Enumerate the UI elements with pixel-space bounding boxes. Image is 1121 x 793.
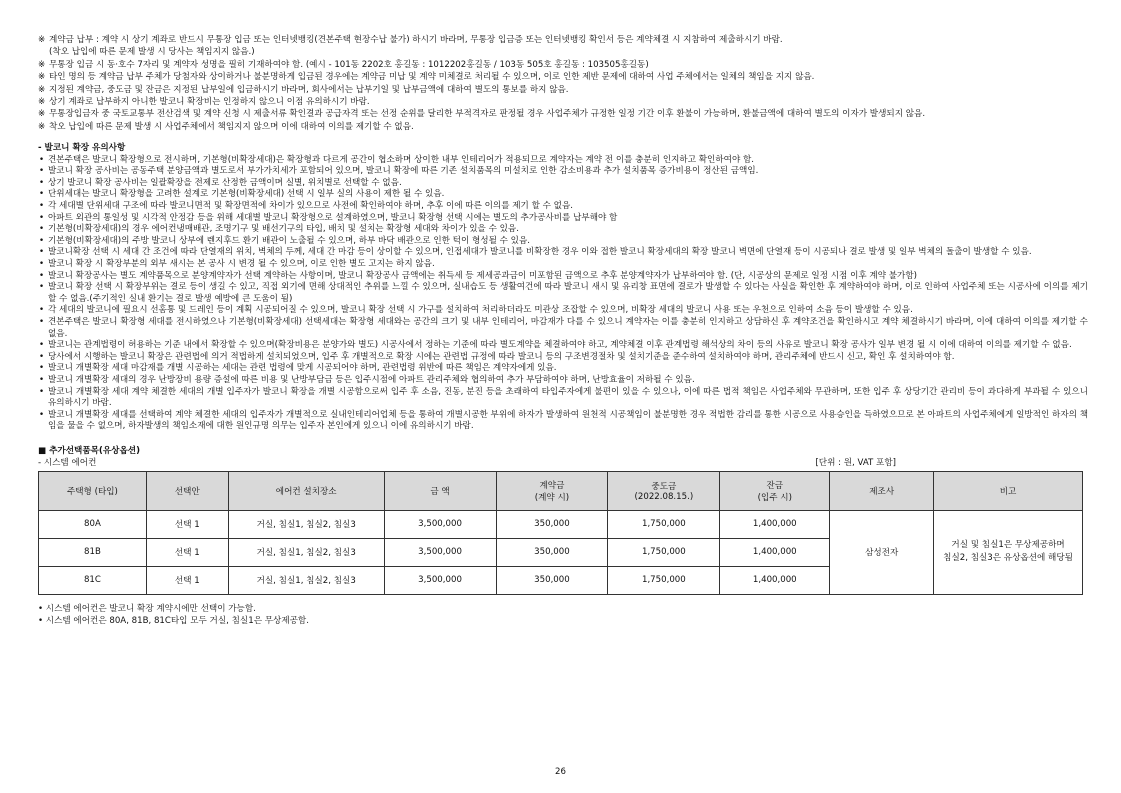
list-item xyxy=(38,213,1088,225)
payment-notes xyxy=(38,34,1088,133)
table-cell-choice: 선택 1 xyxy=(146,510,228,538)
bullet-dot-icon: • xyxy=(39,282,45,293)
unit-label: [단위 : 원, VAT 포함] xyxy=(815,457,896,468)
options-subheading-row xyxy=(38,457,896,469)
list-item xyxy=(38,178,1088,190)
bullet-dot-icon: • xyxy=(39,409,45,420)
options-subheading: - 시스템 에어컨 xyxy=(38,457,97,468)
list-item xyxy=(38,387,1088,410)
bullet-dot-icon: • xyxy=(39,259,45,269)
reference-mark-icon: ※ xyxy=(38,84,46,95)
table-cell-deposit: 350,000 xyxy=(496,510,608,538)
balcony-notes-list xyxy=(38,155,1088,433)
table-cell-type: 80A xyxy=(39,510,147,538)
table-cell-place: 거실, 침실1, 침실2, 침실3 xyxy=(228,538,384,566)
table-cell-middle: 1,750,000 xyxy=(608,566,720,594)
payment-note xyxy=(38,121,1088,133)
note-text: 타인 명의 등 계약금 납부 주체가 당첨자와 상이하거나 불분명하게 입금된 경우에는 계약금 미납 및 계약 미체결로 처리될 수 있으며, 이로 인한 제반 문제에 대하여 사업 주체에서는 일체의 책임을 지지 않음. xyxy=(49,72,815,83)
bullet-dot-icon: • xyxy=(39,201,45,212)
reference-mark-icon: ※ xyxy=(38,35,46,45)
document-page xyxy=(38,34,1088,628)
column-header: 금 액 xyxy=(384,471,496,510)
list-item xyxy=(38,410,1088,433)
note-text: 상기 계좌로 납부하지 아니한 발코니 확장비는 인정하지 않으니 이점 유의하시기 바람. xyxy=(49,97,370,108)
note-text: 계약금 납부 : 계약 시 상기 계좌로 반드시 무통장 입금 또는 인터넷뱅킹(견본주택 현장수납 불가) 하시기 바라며, 무통장 입금증 또는 인터넷뱅킹 확인서 등은 계약체결 시 지참하여 제출하시기 바람. xyxy=(49,35,783,45)
bullet-dot-icon: • xyxy=(39,305,45,316)
list-item-text: 발코니 개별확장 세대의 경우 난방장비 용량 증설에 따른 비용 및 난방부담금 등은 입주시점에 아파트 관리주체와 협의하여 추가 부담하여야 하며, 난방효율이 저하될 수 있음. xyxy=(48,374,695,385)
list-item-text: 발코니 확장공사는 별도 계약품목으로 분양계약자가 선택 계약하는 사항이며, 발코니 확장공사 금액에는 취득세 등 제세공과금이 미포함된 금액으로 추후 분양계약자가 납부하여야 함. (단, 시공상의 문제로 일정 시점 이후 계약 불가함) xyxy=(48,270,918,281)
column-header: 잔금 (입주 시) xyxy=(720,471,830,510)
list-item xyxy=(38,224,1088,236)
column-header: 비고 xyxy=(934,471,1083,510)
column-header: 선택안 xyxy=(146,471,228,510)
list-item-text: 발코니 개별확장 세대 마감재를 개별 시공하는 세대는 관련 법령에 맞게 시공되어야 하며, 관련법령 위반에 따른 책임은 계약자에게 있음. xyxy=(48,363,557,374)
bullet-dot-icon: • xyxy=(39,316,45,327)
page-number: 26 xyxy=(555,767,566,777)
note-text: 무통장입금자 중 국토교통부 전산검색 및 계약 신청 시 제출서류 확인결과 공급자격 또는 선정 순위를 달리한 부적격자로 판정될 경우 사업주체가 규정한 일정 기간 이후 환불이 가능하며, 환불금액에 대하여 별도의 이자가 발생되지 않음. xyxy=(49,109,926,120)
bullet-dot-icon: • xyxy=(39,270,45,281)
table-cell-choice: 선택 1 xyxy=(146,538,228,566)
aircon-options-table xyxy=(38,471,1083,595)
bullet-dot-icon: • xyxy=(39,374,45,385)
table-cell-amount: 3,500,000 xyxy=(384,538,496,566)
table-header-row xyxy=(39,471,1083,510)
table-cell-place: 거실, 침실1, 침실2, 침실3 xyxy=(228,566,384,594)
bullet-dot-icon: • xyxy=(39,363,45,374)
options-heading xyxy=(38,445,1088,457)
list-item xyxy=(38,189,1088,201)
list-item-text: 각 세대의 발코니에 필요시 선홈통 및 드레인 등이 계획 시공되어질 수 있으며, 발코니 확장 선택 시 가구를 설치하여 처리하더라도 미관상 조잡할 수 있으며, 비확장 세대의 발코니 사용 또는 우천으로 인하여 소음 등이 발생할 수 있음. xyxy=(48,305,913,316)
reference-mark-icon: ※ xyxy=(38,59,46,70)
list-item xyxy=(38,236,1088,248)
list-item-text: 발코니 확장 공사비는 공동주택 분양금액과 별도로서 부가가치세가 포함되어 있으며, 발코니 확장에 따른 기존 설치품목의 미설치로 인한 감소비용과 추가 설치품목 증가비용이 정산된 금액임. xyxy=(48,166,759,177)
list-item-text: 기본형(비확장세대)의 주방 발코니 상부에 렌지후드 환기 배관이 노출될 수 있으며, 하부 바닥 배관으로 인한 턱이 형성될 수 있음. xyxy=(48,235,530,246)
payment-note xyxy=(38,96,1088,108)
list-item-text: 각 세대별 단위세대 구조에 따라 발코니면적 및 확장면적에 차이가 있으므로 사전에 확인하여야 하며, 추후 이에 따른 이의를 제기 할 수 없음. xyxy=(48,201,573,212)
bullet-dot-icon: • xyxy=(39,224,45,235)
list-item xyxy=(38,305,1088,317)
payment-note xyxy=(38,108,1088,120)
list-item xyxy=(38,247,1088,259)
list-item-text: 단위세대는 발코니 확장형을 고려한 설계로 기본형(비확장세대) 선택 시 일부 실의 사용이 제한 될 수 있음. xyxy=(48,189,445,200)
list-item xyxy=(38,363,1088,375)
bullet-dot-icon: • xyxy=(39,351,45,362)
column-header: 에어컨 설치장소 xyxy=(228,471,384,510)
list-item-text: 기본형(비확장세대)의 경우 에어컨냉매배관, 조명기구 및 배선기구의 타입, 배치 및 설치는 확장형 세대와 차이가 있을 수 있음. xyxy=(48,224,519,235)
options-footnotes xyxy=(38,603,1088,628)
list-item xyxy=(38,375,1088,387)
list-item-text: 견본주택은 발코니 확장형 세대를 전시하였으나 기본형(비확장세대) 선택세대는 확장형 세대와는 공간의 크기 및 내부 인테리어, 마감재가 다를 수 있으니 계약자는 이를 충분히 인지하고 상담하신 후 계약조건을 확인하시고 계약 체결하시기 바라며, 이에 대하여 이의를 제기할 수 없음. xyxy=(48,316,1088,339)
reference-mark-icon: ※ xyxy=(38,72,46,83)
reference-mark-icon: ※ xyxy=(38,121,46,132)
list-item xyxy=(38,155,1088,167)
bullet-dot-icon: • xyxy=(39,247,45,258)
list-item-text: 아파트 외관의 통일성 및 시각적 안정감 등을 위해 세대별 발코니 확장형으로 설계하였으며, 발코니 확장형 선택 시에는 별도의 추가공사비를 납부해야 함 xyxy=(48,212,618,223)
payment-note xyxy=(38,46,1088,58)
list-item xyxy=(38,201,1088,213)
list-item-text: 발코니 확장 선택 시 확장부위는 결로 등이 생길 수 있고, 직접 외기에 면해 상대적인 추위를 느낄 수 있으며, 실내습도 등 생활여건에 따라 발코니 새시 및 유리창 표면에 결로가 발생할 수 있다는 사실을 확인한 후 계약하여야 하며, 이로 인하여 사업주체 또는 시공사에 이의를 제기할 수 없음.(주기적인 실내 환기는 결로 발생 예방에 큰 도움이 됨) xyxy=(48,282,1088,304)
payment-note xyxy=(38,34,1088,46)
list-item-text: 당사에서 시행하는 발코니 확장은 관련법에 의거 적법하게 설치되었으며, 입주 후 개별적으로 확장 시에는 관련법 규정에 따라 발코니 등의 구조변경절차 및 설치기준을 준수하여 설치하여야 하며, 관리주체에 반드시 신고, 확인 후 설치하여야 함. xyxy=(48,351,955,362)
square-bullet-icon: ■ xyxy=(38,445,47,456)
table-cell-place: 거실, 침실1, 침실2, 침실3 xyxy=(228,510,384,538)
note-text: (착오 납입에 따른 문제 발생 시 당사는 책임지지 않음.) xyxy=(49,47,255,58)
table-cell-deposit: 350,000 xyxy=(496,538,608,566)
bullet-dot-icon: • xyxy=(39,235,45,246)
list-item xyxy=(38,282,1088,305)
payment-note xyxy=(38,59,1088,71)
manufacturer-cell: 삼성전자 xyxy=(830,510,934,594)
options-heading-text: 추가선택품목(유상옵션) xyxy=(49,445,140,456)
remark-cell: 거실 및 침실1은 무상제공하며 침실2, 침실3은 유상옵션에 해당됨 xyxy=(934,510,1083,594)
list-item-text: 발코니 개별확장 세대 계약 체결한 세대의 개별 입주자가 발코니 확장을 개별 시공함으로써 입주 후 소음, 진동, 분진 등을 초래하여 타입주자에게 불편이 있을 수 있으나, 이에 따른 법적 책임은 사업주체와 무관하며, 또한 입주 후 상당기간 관리비 등이 과다하게 부과될 수 있으니 유의하시기 바람. xyxy=(48,386,1088,409)
list-item xyxy=(38,271,1088,283)
table-cell-middle: 1,750,000 xyxy=(608,538,720,566)
table-cell-balance: 1,400,000 xyxy=(720,510,830,538)
bullet-dot-icon: • xyxy=(39,340,45,351)
reference-mark-icon: ※ xyxy=(38,109,46,120)
bullet-dot-icon: • xyxy=(39,189,45,200)
list-item-text: 상기 발코니 확장 공사비는 일괄확장을 전제로 산정한 금액이며 실별, 위치별로 선택할 수 없음. xyxy=(48,177,402,188)
column-header: 제조사 xyxy=(830,471,934,510)
table-cell-amount: 3,500,000 xyxy=(384,566,496,594)
bullet-dot-icon: • xyxy=(39,154,45,165)
balcony-section-title: - 발코니 확장 유의사항 xyxy=(38,143,126,154)
table-cell-amount: 3,500,000 xyxy=(384,510,496,538)
table-cell-type: 81C xyxy=(39,566,147,594)
table-cell-choice: 선택 1 xyxy=(146,566,228,594)
list-item xyxy=(38,317,1088,340)
list-item-text: 발코니 확장 시 확장부분의 외부 새시는 본 공사 시 변경 될 수 있으며, 이로 인한 별도 고지는 하지 않음. xyxy=(48,259,435,269)
table-cell-balance: 1,400,000 xyxy=(720,566,830,594)
list-item-text: 견본주택은 발코니 확장형으로 전시하며, 기본형(비확장세대)은 확장형과 다르게 공간이 협소하며 상이한 내부 인테리어가 적용되므로 계약자는 계약 전 이를 충분히 인지하고 확인하여야 함. xyxy=(48,154,755,165)
list-item-text: 발코니 개별확장 세대를 선택하여 계약 체결한 세대의 입주자가 개별적으로 실내인테리어업체 등을 통하여 개별시공한 부위에 하자가 발생하여 원천적 시공책임이 불분명한 경우 적법한 감리를 통한 시공으로 사용승인을 득하였으므로 본 아파트의 사업주체에게 일방적인 하자의 책임을 물을 수 없으며, 하자발생의 책임소재에 대한 원인규명 의무는 입주자 본인에게 있으니 이에 유의하시기 바람. xyxy=(48,409,1088,432)
bullet-dot-icon: • xyxy=(39,166,45,177)
note-text: 무통장 입금 시 동·호수 7자리 및 계약자 성명을 필히 기재하여야 함. (예시 - 101동 2202호 홍길동 : 1012202홍길동 / 103동 505호 홍길동 : 103505홍길동) xyxy=(49,59,649,70)
list-item-text: 발코니확장 선택 시 세대 간 조건에 따라 단열재의 위치, 벽체의 두께, 세대 간 마감 등이 상이할 수 있으며, 인접세대가 발코니를 비확장한 경우 이와 접한 발코니 확장세대의 확장 발코니 벽면에 단열재 등이 시공되나 결로 발생 및 일부 벽체의 돌출이 발생할 수 있음. xyxy=(48,247,1032,258)
footnote: • 시스템 에어컨은 80A, 81B, 81C타입 모두 거실, 침실1은 무상제공함. xyxy=(38,616,309,627)
list-item xyxy=(38,166,1088,178)
bullet-dot-icon: • xyxy=(39,177,45,188)
table-cell-balance: 1,400,000 xyxy=(720,538,830,566)
list-item xyxy=(38,259,1088,271)
payment-note xyxy=(38,84,1088,96)
bullet-dot-icon: • xyxy=(39,386,45,397)
table-cell-deposit: 350,000 xyxy=(496,566,608,594)
note-text: 착오 납입에 따른 문제 발생 시 사업주체에서 책임지지 않으며 이에 대하여 이의를 제기할 수 없음. xyxy=(49,121,414,132)
list-item xyxy=(38,352,1088,364)
payment-note xyxy=(38,71,1088,83)
table-cell-type: 81B xyxy=(39,538,147,566)
list-item-text: 발코니는 관계법령이 허용하는 기준 내에서 확장할 수 있으며(확장비용은 분양가와 별도) 시공사에서 정하는 기준에 따라 별도계약을 체결하여야 하고, 계약체결 이후 관계법령 해석상의 차이 등의 사유로 발코니 확장 공사가 일부 변경 될 시 이에 대하여 이의를 제기할 수 없음. xyxy=(48,340,1072,351)
footnote: • 시스템 에어컨은 발코니 확장 계약시에만 선택이 가능함. xyxy=(38,603,256,614)
table-row xyxy=(39,510,1083,538)
note-text: 지정된 계약금, 중도금 및 잔금은 지정된 납부일에 입금하시기 바라며, 회사에서는 납부기일 및 납부금액에 대하여 별도의 통보를 하지 않음. xyxy=(49,84,569,95)
column-header: 주택형 (타입) xyxy=(39,471,147,510)
reference-mark-icon: ※ xyxy=(38,97,46,108)
column-header: 중도금 (2022.08.15.) xyxy=(608,471,720,510)
list-item xyxy=(38,340,1088,352)
table-cell-middle: 1,750,000 xyxy=(608,510,720,538)
bullet-dot-icon: • xyxy=(39,212,45,223)
column-header: 계약금 (계약 시) xyxy=(496,471,608,510)
